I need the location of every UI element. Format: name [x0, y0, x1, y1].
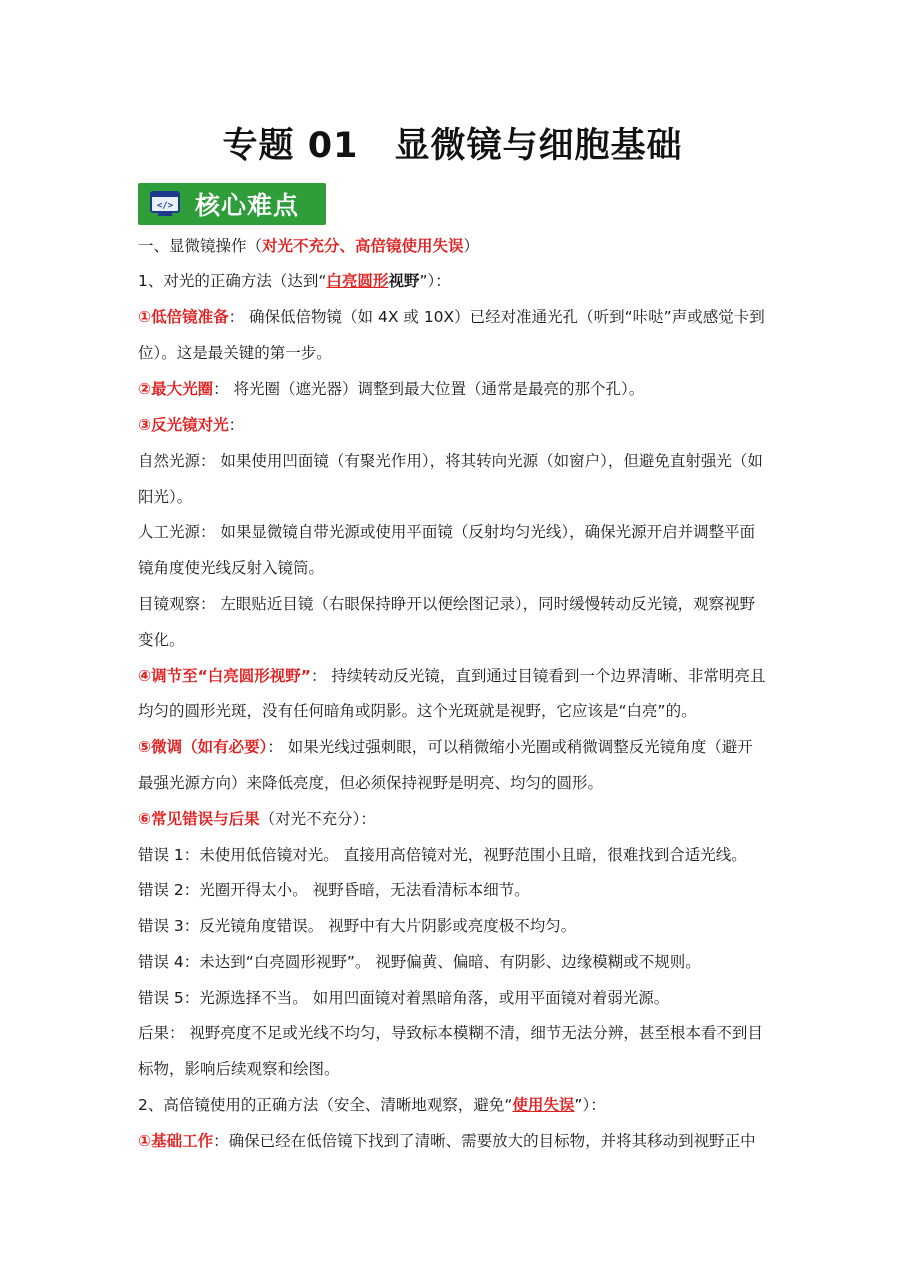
artificial-light-line1: 人工光源： 如果显微镜自带光源或使用平面镜（反射均匀光线），确保光源开启并调整平面	[138, 523, 756, 541]
step5-line1	[138, 737, 778, 757]
error-item: 错误 2：光圈开得太小。 视野昏暗，无法看清标本细节。	[138, 881, 530, 899]
eyepiece-line2: 变化。	[138, 631, 185, 649]
page-title: 专题 01 显微镜与细胞基础	[222, 126, 683, 166]
sub1-text-end: ”）：	[419, 272, 451, 290]
error-item: 错误 5：光源选择不当。 如用凹面镜对着黑暗角落，或用平面镜对着弱光源。	[138, 989, 670, 1007]
heading-text: 一、显微镜操作（	[138, 237, 263, 255]
step5-line2: 最强光源方向）来降低亮度，但必须保持视野是明亮、均匀的圆形。	[138, 774, 604, 792]
step6-text: （对光不充分）：	[259, 810, 376, 828]
heading-highlight: 对光不充分、高倍镜使用失误	[262, 237, 464, 255]
consequence-line2: 标物，影响后续观察和绘图。	[138, 1060, 340, 1078]
step4-line2: 均匀的圆形光斑，没有任何暗角或阴影。这个光斑就是视野，它应该是“白亮”的。	[138, 702, 697, 720]
step3-label: ③反光镜对光	[138, 416, 229, 434]
step4-text: ： 持续转动反光镜，直到通过目镜看到一个边界清晰、非常明亮且	[311, 667, 766, 685]
sub1-bold: 视野	[388, 272, 420, 290]
step3-text: ：	[228, 416, 245, 434]
natural-light-line2: 阳光）。	[138, 488, 193, 506]
error-item: 错误 3：反光镜角度错误。 视野中有大片阴影或亮度极不均匀。	[138, 917, 577, 935]
step1-text: ： 确保低倍物镜（如 4X 或 10X）已经对准通光孔（听到“咔哒”声或感觉卡到	[228, 308, 765, 326]
step1-line1	[138, 307, 778, 327]
svg-text:</>: </>	[156, 201, 174, 211]
step6-line	[138, 809, 778, 829]
step1-label: ①低倍镜准备	[138, 308, 229, 326]
error-item: 错误 1：未使用低倍镜对光。 直接用高倍镜对光，视野范围小且暗，很难找到合适光线。	[138, 846, 747, 864]
section1-heading	[138, 236, 778, 256]
sub2-text: 2、高倍镜使用的正确方法（安全、清晰地观察，避免“	[138, 1096, 513, 1114]
basic-work-text: ：确保已经在低倍镜下找到了清晰、需要放大的目标物，并将其移动到视野正中	[213, 1132, 756, 1150]
sub1-highlight: 白亮圆形	[326, 272, 389, 290]
step2-line	[138, 379, 778, 399]
natural-light-line1: 自然光源： 如果使用凹面镜（有聚光作用），将其转向光源（如窗户），但避免直射强光（如	[138, 452, 763, 470]
basic-work-label: ①基础工作	[138, 1132, 214, 1150]
sub1-heading	[138, 271, 778, 291]
step5-label: ⑤微调（如有必要）	[138, 738, 268, 756]
heading-text-end: ）	[463, 237, 480, 255]
code-window-icon	[147, 190, 183, 218]
basic-work-line	[138, 1131, 778, 1151]
step2-label: ②最大光圈	[138, 380, 214, 398]
step1-line2: 位）。这是最关键的第一步。	[138, 344, 332, 362]
step5-text: ： 如果光线过强刺眼，可以稍微缩小光圈或稍微调整反光镜角度（避开	[267, 738, 753, 756]
error-item: 错误 4：未达到“白亮圆形视野”。 视野偏黄、偏暗、有阴影、边缘模糊或不规则。	[138, 953, 701, 971]
sub2-highlight: 使用失误	[512, 1096, 575, 1114]
eyepiece-line1: 目镜观察： 左眼贴近目镜（右眼保持睁开以便绘图记录），同时缓慢转动反光镜，观察视野	[138, 595, 756, 613]
sub2-text-end: ”）：	[574, 1096, 606, 1114]
badge-label: 核心难点	[195, 191, 300, 220]
core-difficulty-badge	[138, 183, 326, 225]
step2-text: ： 将光圈（遮光器）调整到最大位置（通常是最亮的那个孔）。	[213, 380, 645, 398]
step6-label: ⑥常见错误与后果	[138, 810, 260, 828]
sub2-heading	[138, 1095, 778, 1115]
consequence-line1: 后果： 视野亮度不足或光线不均匀，导致标本模糊不清，细节无法分辨，甚至根本看不到目	[138, 1024, 763, 1042]
step3-line	[138, 415, 778, 435]
artificial-light-line2: 镜角度使光线反射入镜筒。	[138, 559, 325, 577]
step4-label: ④调节至“白亮圆形视野”	[138, 667, 311, 685]
step4-line1	[138, 666, 778, 686]
sub1-text: 1、对光的正确方法（达到“	[138, 272, 327, 290]
